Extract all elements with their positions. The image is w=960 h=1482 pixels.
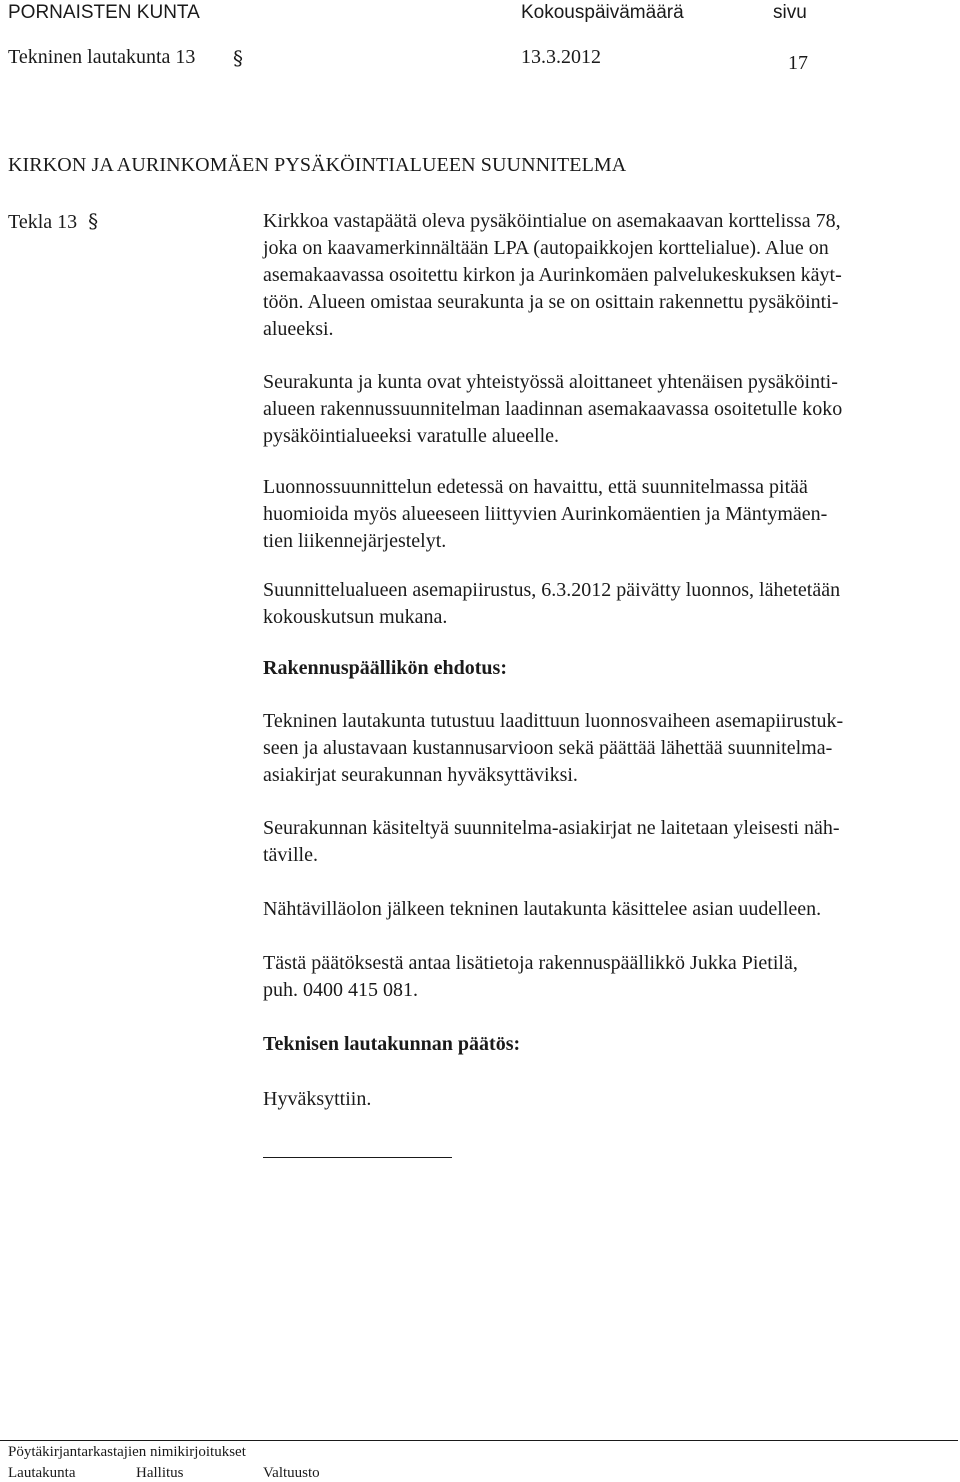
paragraph-line: täville.: [263, 844, 318, 866]
paragraph-1: [263, 208, 953, 343]
paragraph-4: [263, 577, 953, 631]
section-label-text: Tekla 13: [8, 211, 78, 233]
paragraph-line: Seurakunta ja kunta ovat yhteistyössä aloittaneet yhtenäisen pysäköinti-: [263, 371, 838, 393]
footer-body-valtuusto: Valtuusto: [263, 1465, 320, 1481]
paragraph-line: tien liikennejärjestelyt.: [263, 530, 447, 552]
paragraph-line: kokouskutsun mukana.: [263, 606, 448, 628]
paragraph-line: alueen rakennussuunnitelman laadinnan asemakaavassa osoitetulle koko: [263, 398, 843, 420]
municipality-name: PORNAISTEN KUNTA: [8, 2, 200, 23]
paragraph-line: asemakaavassa osoitettu kirkon ja Aurinkomäen palvelukeskuksen käyt-: [263, 264, 842, 286]
decision-text: Hyväksyttiin.: [263, 1088, 372, 1110]
section-sign-icon: §: [233, 46, 243, 70]
paragraph-line: puh. 0400 415 081.: [263, 979, 418, 1001]
footer-signatures-label: Pöytäkirjantarkastajien nimikirjoitukset: [8, 1444, 246, 1460]
proposal-paragraph-2: [263, 815, 953, 869]
paragraph-line: huomioida myös alueeseen liittyvien Aurinkomäentien ja Mäntymäen-: [263, 503, 828, 525]
proposal-paragraph-4: [263, 950, 953, 1004]
section-label: [8, 209, 98, 234]
paragraph-line: Seurakunnan käsiteltyä suunnitelma-asiakirjat ne laitetaan yleisesti näh-: [263, 817, 840, 839]
body-column: [263, 208, 953, 1113]
paragraph-line: pysäköintialueeksi varatulle alueelle.: [263, 425, 559, 447]
paragraph-line: Kirkkoa vastapäätä oleva pysäköintialue on asemakaavan korttelissa 78,: [263, 210, 841, 232]
paragraph-3: [263, 474, 953, 555]
paragraph-line: asiakirjat seurakunnan hyväksyttäviksi.: [263, 764, 578, 786]
meeting-date: 13.3.2012: [521, 46, 601, 68]
paragraph-2: [263, 369, 953, 450]
board-name: Tekninen lautakunta 13: [8, 46, 196, 68]
footer-body-hallitus: Hallitus: [136, 1465, 184, 1481]
proposal-paragraph-1: [263, 708, 953, 789]
footer-divider: [0, 1440, 958, 1441]
footer-body-lautakunta: Lautakunta: [8, 1465, 76, 1481]
paragraph-line: Tekninen lautakunta tutustuu laadittuun luonnosvaiheen asemapiirustuk-: [263, 710, 844, 732]
paragraph-line: Luonnossuunnittelun edetessä on havaittu, että suunnitelmassa pitää: [263, 476, 808, 498]
section-sign-icon: §: [88, 209, 99, 233]
paragraph-line: Nähtävilläolon jälkeen tekninen lautakunta käsittelee asian uudelleen.: [263, 898, 822, 920]
end-rule: [263, 1157, 452, 1158]
paragraph-line: alueeksi.: [263, 318, 334, 340]
proposal-paragraph-3: [263, 896, 953, 923]
paragraph-line: Suunnittelualueen asemapiirustus, 6.3.2012 päivätty luonnos, lähetetään: [263, 579, 841, 601]
paragraph-line: Tästä päätöksestä antaa lisätietoja rakennuspäällikkö Jukka Pietilä,: [263, 952, 798, 974]
proposal-heading: Rakennuspäällikön ehdotus:: [263, 657, 507, 679]
paragraph-line: joka on kaavamerkinnältään LPA (autopaikkojen korttelialue). Alue on: [263, 237, 829, 259]
page-number: 17: [788, 52, 808, 74]
page-label: sivu: [773, 2, 807, 23]
decision-heading: Teknisen lautakunnan päätös:: [263, 1033, 521, 1055]
paragraph-line: seen ja alustavaan kustannusarvioon sekä päättää lähettää suunnitelma-: [263, 737, 833, 759]
paragraph-line: töön. Alueen omistaa seurakunta ja se on osittain rakennettu pysäköinti-: [263, 291, 839, 313]
date-label: Kokouspäivämäärä: [521, 2, 684, 23]
document-title: KIRKON JA AURINKOMÄEN PYSÄKÖINTIALUEEN SUUNNITELMA: [8, 154, 627, 176]
